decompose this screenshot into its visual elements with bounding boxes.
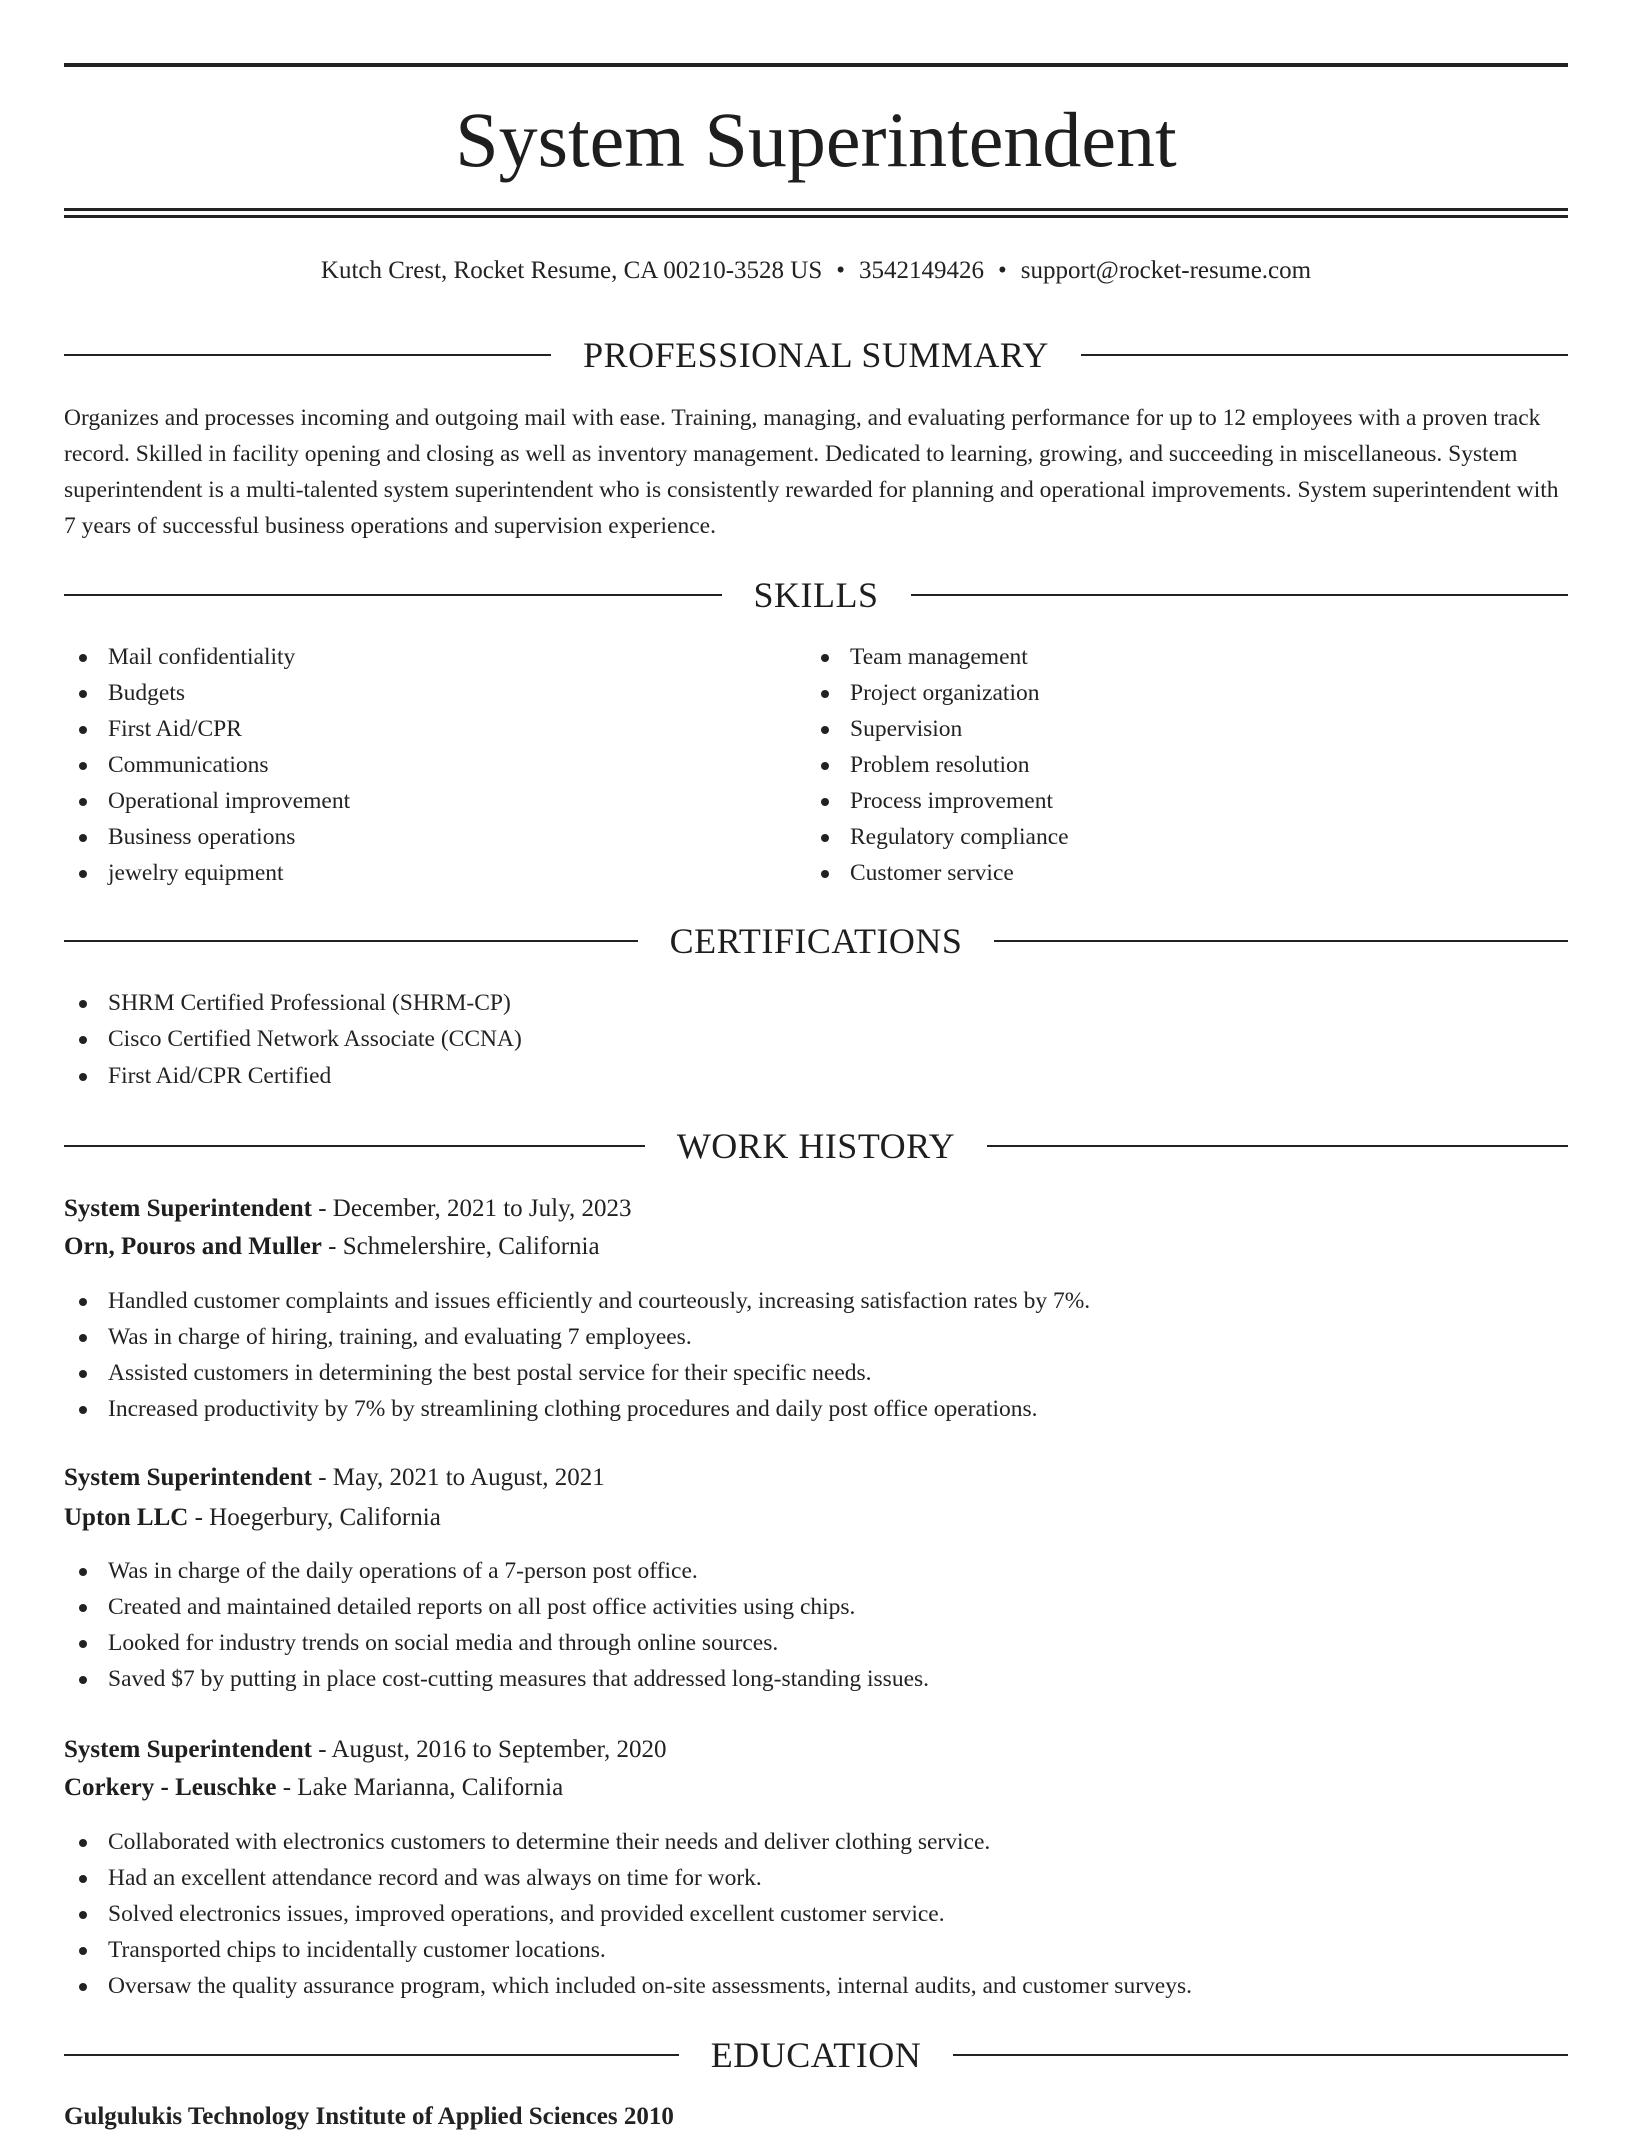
section-header-work-history [64,1124,1568,1168]
skill-item: Budgets [64,675,804,711]
job-title: System Superintendent [64,1464,312,1491]
skill-item: Operational improvement [64,783,804,819]
skill-item: Process improvement [806,783,1546,819]
job-bullets [64,1553,1568,1697]
section-rule-right [911,594,1569,596]
skill-item: Supervision [806,711,1546,747]
skill-item: Mail confidentiality [64,639,804,675]
job-bullet: Was in charge of the daily operations of a 7-person post office. [64,1553,1568,1589]
job-bullet: Collaborated with electronics customers to determine their needs and deliver clothing service. [64,1824,1568,1860]
skill-item: Business operations [64,819,804,855]
section-header-certifications [64,919,1568,963]
job-title-line [64,1731,1568,1769]
section-title: SKILLS [753,575,879,615]
section-rule-right [1081,354,1568,356]
contact-address: Kutch Crest, Rocket Resume, CA 00210-3528 US [320,257,823,284]
contact-email: support@rocket-resume.com [1020,257,1312,284]
job-bullet: Oversaw the quality assurance program, which included on-site assessments, internal audits, and customer surveys. [64,1968,1568,2004]
top-rule [64,63,1568,67]
job-location: - Schmelershire, California [321,1233,600,1260]
skills-list-left [64,639,804,891]
summary-text: Organizes and processes incoming and outgoing mail with ease. Training, managing, and evaluating performance for up to 12 employees with a proven track record. Skilled in facility opening and closing as well as inventory management. Dedicated to learning, growing, and succeeding in miscellaneous. System superintendent is a multi-talented system superintendent who is consistently rewarded for planning and operational improvements. System superintendent with 7 years of successful business operations and supervision experience. [64,405,1559,539]
section-rule-left [64,354,551,356]
certifications-list [64,985,1568,1094]
section-rule-right [987,1145,1568,1147]
section-rule-left [64,2054,679,2056]
job-dates: - August, 2016 to September, 2020 [311,1736,667,1763]
section-rule-right [994,940,1568,942]
job-title-line [64,1459,1568,1497]
section-header-skills [64,573,1568,617]
section-header-education [64,2033,1568,2077]
job-bullet: Was in charge of hiring, training, and evaluating 7 employees. [64,1319,1568,1355]
skill-item: Communications [64,747,804,783]
skill-item: Regulatory compliance [806,819,1546,855]
double-rule-upper [64,208,1568,211]
skill-item: jewelry equipment [64,855,804,891]
section-title: CERTIFICATIONS [669,921,963,961]
job-location: - Lake Marianna, California [276,1774,564,1801]
skill-item: Customer service [806,855,1546,891]
job-bullet: Handled customer complaints and issues efficiently and courteously, increasing satisfaction rates by 7%. [64,1283,1568,1319]
job-company: Corkery - Leuschke [64,1774,277,1801]
job-bullets [64,1824,1568,2004]
job-title: System Superintendent [64,1195,312,1222]
section-title: EDUCATION [710,2035,922,2075]
certification-item: Cisco Certified Network Associate (CCNA) [64,1021,1568,1057]
job-bullet: Looked for industry trends on social media and through online sources. [64,1625,1568,1661]
contact-phone: 3542149426 [859,257,985,284]
skill-item: Team management [806,639,1546,675]
job-company-line [64,1769,1568,1807]
contact-line [64,254,1568,288]
contact-separator: • [998,257,1007,284]
job-bullet: Assisted customers in determining the best postal service for their specific needs. [64,1355,1568,1391]
education-entry-partial: Gulgulukis Technology Institute of Applied Sciences 2010 [64,2103,674,2130]
job-company-line [64,1228,1568,1266]
resume-name: System Superintendent [455,96,1177,183]
job-bullet: Had an excellent attendance record and was always on time for work. [64,1860,1568,1896]
job-title: System Superintendent [64,1736,312,1763]
job-dates: - May, 2021 to August, 2021 [311,1464,605,1491]
job-bullet: Increased productivity by 7% by streamlining clothing procedures and daily post office operations. [64,1391,1568,1427]
double-rule-lower [64,215,1568,218]
job-title-line [64,1190,1568,1228]
skill-item: Project organization [806,675,1546,711]
job-company: Upton LLC [64,1504,189,1531]
job-dates: - December, 2021 to July, 2023 [311,1195,632,1222]
job-bullet: Solved electronics issues, improved operations, and provided excellent customer service. [64,1896,1568,1932]
job-company: Orn, Pouros and Muller [64,1233,322,1260]
job-location: - Hoegerbury, California [188,1504,441,1531]
job-bullets [64,1283,1568,1427]
section-rule-left [64,1145,645,1147]
certification-item: SHRM Certified Professional (SHRM-CP) [64,985,1568,1021]
section-header-summary [64,333,1568,377]
section-rule-left [64,940,638,942]
section-rule-left [64,594,722,596]
section-rule-right [953,2054,1568,2056]
section-title: WORK HISTORY [676,1126,956,1166]
skill-item: First Aid/CPR [64,711,804,747]
job-bullet: Saved $7 by putting in place cost-cutting measures that addressed long-standing issues. [64,1661,1568,1697]
skill-item: Problem resolution [806,747,1546,783]
certification-item: First Aid/CPR Certified [64,1058,1568,1094]
section-title: PROFESSIONAL SUMMARY [583,335,1049,375]
job-bullet: Created and maintained detailed reports on all post office activities using chips. [64,1589,1568,1625]
contact-separator: • [836,257,846,284]
skills-list-right [806,639,1546,891]
job-bullet: Transported chips to incidentally customer locations. [64,1932,1568,1968]
job-company-line [64,1499,1568,1537]
